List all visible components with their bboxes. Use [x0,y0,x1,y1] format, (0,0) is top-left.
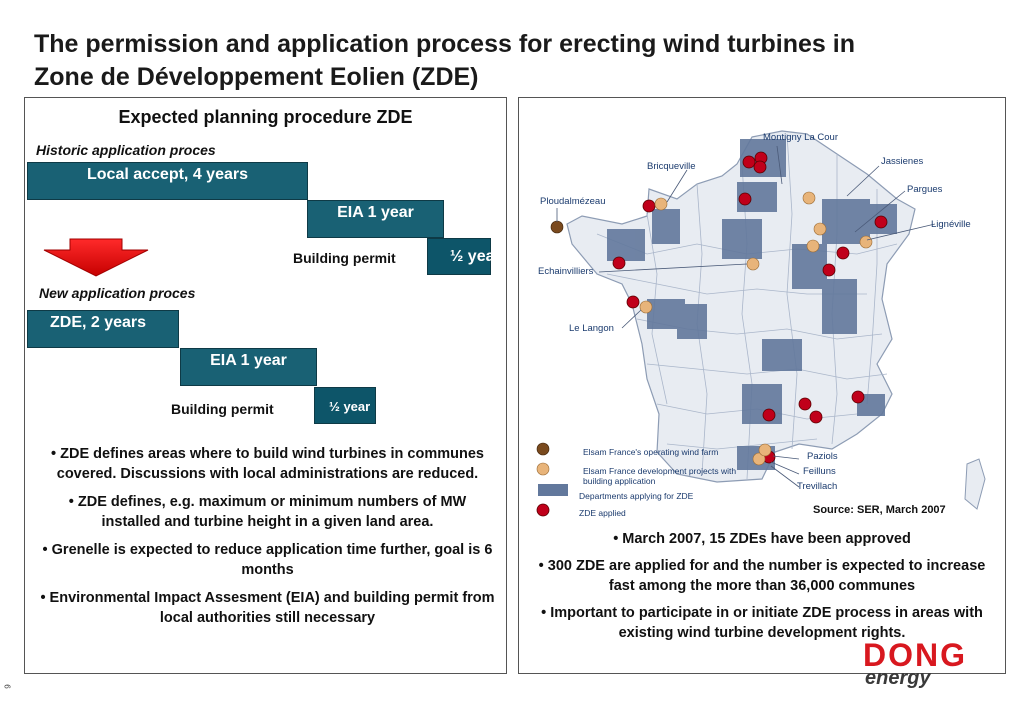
label-montigny: Montigny La Cour [763,132,838,143]
label-bricqueville: Bricqueville [647,161,696,172]
right-bullet-3: • Important to participate in or initiate ZDE process in areas with existing wind turbine development rights. [541,605,983,641]
label-feilluns: Feilluns [803,466,836,477]
panel-heading: Expected planning procedure ZDE [118,107,413,127]
right-bullet-1: • March 2007, 15 ZDEs have been approved [613,531,911,547]
label-paziols: Paziols [807,451,838,462]
title-line-1: The permission and application process for erecting wind turbines in [34,30,855,58]
bar-local-accept-label: Local accept, 4 years [87,166,248,183]
map-source: Source: SER, March 2007 [813,504,946,516]
left-bullet-1: • ZDE defines areas where to build wind turbines in communes covered. Discussions with local administrations are reduced. [51,446,484,482]
bar-historic-eia-label: EIA 1 year [337,204,414,221]
dept-aveyron [742,384,782,424]
slide-title [34,28,1014,94]
dept-vendee [677,304,707,339]
label-pargues: Pargues [907,184,943,195]
bar-new-half-year [314,387,376,424]
label-ploudalmezeau: Ploudalmézeau [540,196,606,207]
page-number: 9 [3,684,13,689]
legend-zde-applied: ZDE applied [579,508,626,518]
legend-development: Elsam France development projects with building application [583,466,737,486]
down-arrow-icon [40,238,152,278]
historic-building-permit-label: Building permit [293,250,396,266]
dept-haute-marne [822,279,857,334]
label-echainvilliers: Echainvilliers [538,266,594,277]
bar-zde [27,310,179,348]
bar-new-eia [180,348,317,386]
dept-bretagne [607,229,645,261]
bar-new-eia-label: EIA 1 year [210,352,287,369]
logo-energy-text: energy [865,667,931,689]
dong-energy-logo [863,637,1003,693]
france-map [537,104,993,522]
planning-procedure-panel [24,97,507,674]
left-bullet-2: • ZDE defines, e.g. maximum or minimum numbers of MW installed and turbine height in a given land area. [68,494,467,530]
bar-historic-eia [307,200,444,238]
bar-zde-label: ZDE, 2 years [50,314,147,331]
dept-creuse [762,339,802,371]
label-le-langon: Le Langon [569,323,614,334]
title-line-2: Zone de Développement Eolien (ZDE) [34,63,479,91]
bar-historic-half-year-label: ½ year [450,248,501,265]
new-building-permit-label: Building permit [171,401,274,417]
dept-eure [722,219,762,259]
left-bullet-list [39,444,496,636]
right-bullet-list [533,529,991,643]
bar-historic-half-year [427,238,501,275]
zde-map-panel [518,97,1006,674]
legend-operating: Elsam France's operating wind farm [583,447,719,457]
left-bullet-4: • Environmental Impact Assesment (EIA) and building permit from local authorities still necessary [40,590,495,626]
logo-dong-text: DONG [863,637,967,673]
left-bullet-3: • Grenelle is expected to reduce application time further, goal is 6 months [42,542,493,578]
label-ligneville: Lignéville [931,219,971,230]
new-process-label: New application proces [39,285,196,301]
right-bullet-2: • 300 ZDE are applied for and the number is expected to increase fast among the more than 36,000 communes [538,558,986,594]
dept-manche [652,209,680,244]
corsica [965,459,985,509]
bar-new-half-year-label: ½ year [329,399,371,414]
legend-departments: Departments applying for ZDE [579,491,694,501]
historic-process-label: Historic application proces [36,142,216,158]
bar-local-accept [27,162,308,200]
label-trevillach: Trevillach [797,481,838,492]
label-jassienes: Jassienes [881,156,924,167]
